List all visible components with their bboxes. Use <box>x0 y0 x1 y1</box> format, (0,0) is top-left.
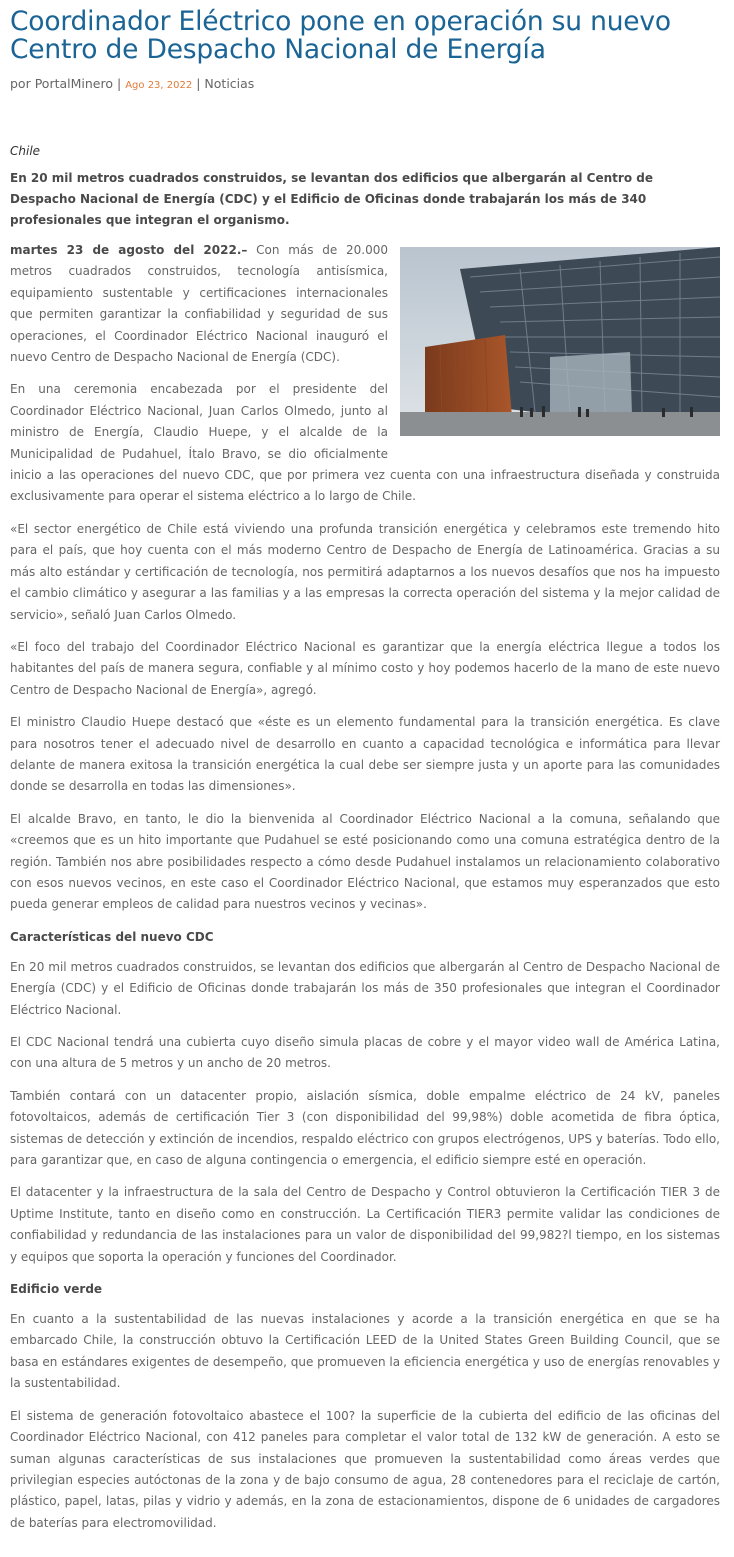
body-paragraph: En 20 mil metros cuadrados construidos, se levantan dos edificios que albergarán al Centro de Despacho Nacional de Energía (CDC) y el Edificio de Oficinas donde trabajarán los más de 350 profesionales que integran el Coordinador Eléctrico Nacional. <box>10 959 720 1017</box>
lead-paragraph: En 20 mil metros cuadrados construidos, se levantan dos edificios que albergarán al Centro de Despacho Nacional de Energía (CDC) y el Edificio de Oficinas donde trabajarán los más de 340 profesionales que integran el organismo. <box>10 171 653 227</box>
meta-separator: | <box>117 76 122 91</box>
body-paragraph: El ministro Claudio Huepe destacó que «éste es un elemento fundamental para la transición energética. Es clave para nosotros tener el adecuado nivel de desarrollo en cuanto a capacidad tecnológica e informática para llevar delante de manera exitosa la transición energética la cual debe ser siempre justa y un aporte para las comunidades donde se desarrolla en todas las dimensiones». <box>10 715 720 794</box>
body-paragraph: El sistema de generación fotovoltaico abastece el 100? la superficie de la cubierta del edificio de las oficinas del Coordinador Eléctrico Nacional, con 412 paneles para completar el valor total de 132 kW de generación. A esto se suman algunas características de sus instalaciones que promueven la sustentabilidad como áreas verdes que privilegian especies autóctonas de la zona y de bajo consumo de agua, 28 contenedores para el reciclaje de cartón, plástico, papel, latas, pilas y vidrio y además, en la zona de estacionamientos, dispone de 6 unidades de cargadores de baterías para electromovilidad. <box>10 1408 720 1530</box>
section-heading-features: Características del nuevo CDC <box>10 929 214 944</box>
body-paragraph: También contará con un datacenter propio, aislación sísmica, doble empalme eléctrico de 24 kV, paneles fotovoltaicos, además de certificación Tier 3 (con disponibilidad del 99,98%) doble acometida de fibra óptica, sistemas de detección y extinción de incendios, respaldo eléctrico con grupos electrógenos, UPS y baterías. Todo ello, para garantizar que, en caso de alguna contingencia o emergencia, el edificio siempre esté en operación. <box>10 1088 720 1168</box>
body-paragraph-text: Con más de 20.000 metros cuadrados construidos, tecnología antisísmica, equipamiento sustentable y certificaciones internacionales que permiten garantizar la confiabilidad y seguridad de sus operaciones, el Coordinador Eléctrico Nacional inauguró el nuevo Centro de Despacho Nacional de Energía (CDC). <box>10 243 388 365</box>
body-paragraph: El CDC Nacional tendrá una cubierta cuyo diseño simula placas de cobre y el mayor video wall de América Latina, con una altura de 5 metros y un ancho de 20 metros. <box>10 1035 720 1071</box>
body-paragraph: En cuanto a la sustentabilidad de las nuevas instalaciones y acorde a la transición energética en que se ha embarcado Chile, la construcción obtuvo la Certificación LEED de la United States Green Building Council, que se basa en estándares exigentes de desempeño, que promueven la eficiencia energética y uso de energías renovables y la sustentabilidad. <box>10 1312 720 1391</box>
article-title: Coordinador Eléctrico pone en operación su nuevo Centro de Despacho Nacional de Energía <box>10 6 671 65</box>
building-photo <box>400 247 720 436</box>
body-paragraph: «El sector energético de Chile está viviendo una profunda transición energética y celebramos este tremendo hito para el país, que hoy cuenta con el más moderno Centro de Despacho de Energía de Latinoamérica. Gracias a su más alto estándar y certificación de tecnología, nos permitirá adaptarnos a los nuevos desafíos que nos ha impuesto el cambio climático y asegurar a las familias y a las empresas la correcta operación del sistema y la mejor calidad de servicio», señaló Juan Carlos Olmedo. <box>10 521 720 622</box>
article-meta <box>10 76 720 94</box>
section-heading-green-building: Edificio verde <box>10 1282 103 1297</box>
body-paragraph: En una ceremonia encabezada por el presidente del Coordinador Eléctrico Nacional, Juan Carlos Olmedo, junto al ministro de Energía, Claudio Huepe, y el alcalde de la Municipalidad de Pudahuel, Ítalo Bravo, se dio oficialmente inicio a las operaciones del nuevo CDC, que por primera vez cuenta con una infraestructura diseñada y construida exclusivamente para operar el sistema eléctrico a lo largo de Chile. <box>10 382 720 504</box>
body-paragraph: «El foco del trabajo del Coordinador Eléctrico Nacional es garantizar que la energía eléctrica llegue a todos los habitantes del país de manera segura, confiable y al mínimo costo y hoy podemos hacerlo de la mano de este nuevo Centro de Despacho Nacional de Energía», agregó. <box>10 639 720 697</box>
publish-date: Ago 23, 2022 <box>125 80 193 91</box>
meta-by: por <box>10 76 31 91</box>
dateline: martes 23 de agosto del 2022.– <box>10 243 248 257</box>
author-link[interactable]: PortalMinero <box>34 76 114 91</box>
body-paragraph: El datacenter y la infraestructura de la sala del Centro de Despacho y Control obtuvieron la Certificación TIER 3 de Uptime Institute, tanto en diseño como en construcción. La Certificación TIER3 permite validar las condiciones de confiabilidad y redundancia de las instalaciones para un valor de disponibilidad del 99,982?l tiempo, en los sistemas y equipos que soporta la operación y funciones del Coordinador. <box>10 1185 720 1264</box>
building-photo-illustration <box>400 247 720 436</box>
body-paragraph: El alcalde Bravo, en tanto, le dio la bienvenida al Coordinador Eléctrico Nacional a la comuna, señalando que «creemos que es un hito importante que Pudahuel se esté posicionando como una comuna estratégica dentro de la región. También nos abre posibilidades respecto a cómo desde Pudahuel instalamos un relacionamiento colaborativo con esos nuevos vecinos, en este caso el Coordinador Eléctrico Nacional, que estamos muy esperanzados que esto pueda generar empleos de calidad para nuestros vecinos y vecinas». <box>10 811 720 912</box>
meta-separator: | <box>196 76 201 91</box>
country-label: Chile <box>10 144 41 158</box>
category-link[interactable]: Noticias <box>204 76 255 91</box>
